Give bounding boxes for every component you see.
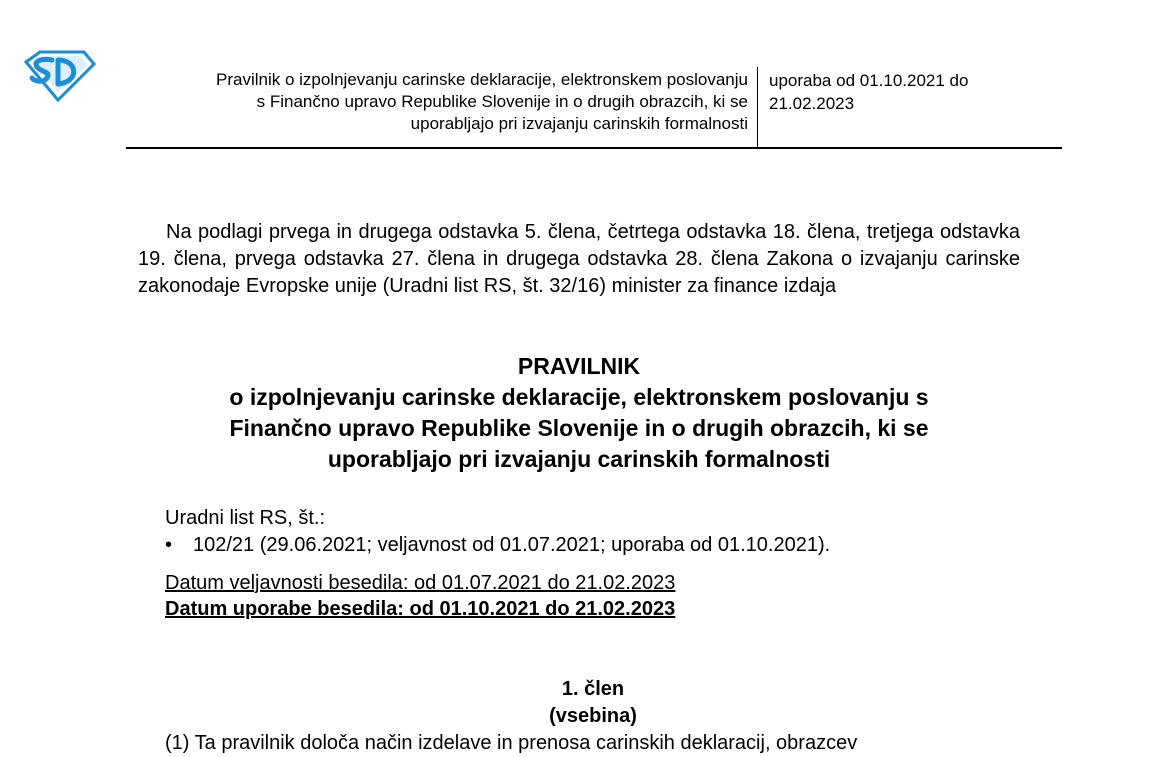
- article-subject: (vsebina): [549, 705, 637, 727]
- header-usage: [769, 69, 1039, 115]
- intro-paragraph: Na podlagi prvega in drugega odstavka 5. člena, četrtega odstavka 18. člena, tretjega odstavka 19. člena, prvega odstavka 27. člena in drugega odstavka 28. člena Zakona o izvajanju carinske zakonodaje Evropske unije (Uradni list RS, št. 32/16) minister za finance izdaja: [138, 221, 1020, 297]
- header-title-line: s Finančno upravo Republike Slovenije in o drugih obrazcih, ki se: [256, 92, 748, 111]
- article-number: 1. člen: [561, 678, 625, 700]
- gazette-label: Uradni list RS, št.:: [165, 507, 326, 529]
- gazette-item-text: 102/21 (29.06.2021; veljavnost od 01.07.2021; uporaba od 01.10.2021).: [193, 534, 831, 556]
- header-title-line: Pravilnik o izpolnjevanju carinske deklaracije, elektronskem poslovanju: [216, 70, 748, 89]
- article-body: (1) Ta pravilnik določa način izdelave in prenosa carinskih deklaracij, obrazcev: [165, 732, 858, 754]
- header-divider: [757, 67, 758, 147]
- header-title-line: uporabljajo pri izvajanju carinskih formalnosti: [410, 114, 748, 133]
- sd-logo-icon: [22, 48, 96, 104]
- header-usage-line: 21.02.2023: [769, 94, 855, 113]
- title-subtitle-line: uporabljajo pri izvajanju carinskih formalnosti: [327, 446, 831, 472]
- application-date: Datum uporabe besedila: od 01.10.2021 do 21.02.2023: [165, 598, 676, 620]
- header-title: [126, 69, 748, 135]
- gazette-item: [165, 532, 830, 558]
- validity-date: Datum veljavnosti besedila: od 01.07.2021 do 21.02.2023: [165, 572, 676, 594]
- document-title: [138, 351, 1020, 475]
- title-heading: PRAVILNIK: [517, 353, 641, 379]
- header-rule: [126, 147, 1062, 149]
- title-subtitle-line: Finančno upravo Republike Slovenije in o drugih obrazcih, ki se: [229, 415, 929, 441]
- header-usage-line: uporaba od 01.10.2021 do: [769, 71, 969, 90]
- title-subtitle-line: o izpolnjevanju carinske deklaracije, elektronskem poslovanju s: [229, 384, 929, 410]
- bullet-icon: •: [165, 534, 173, 556]
